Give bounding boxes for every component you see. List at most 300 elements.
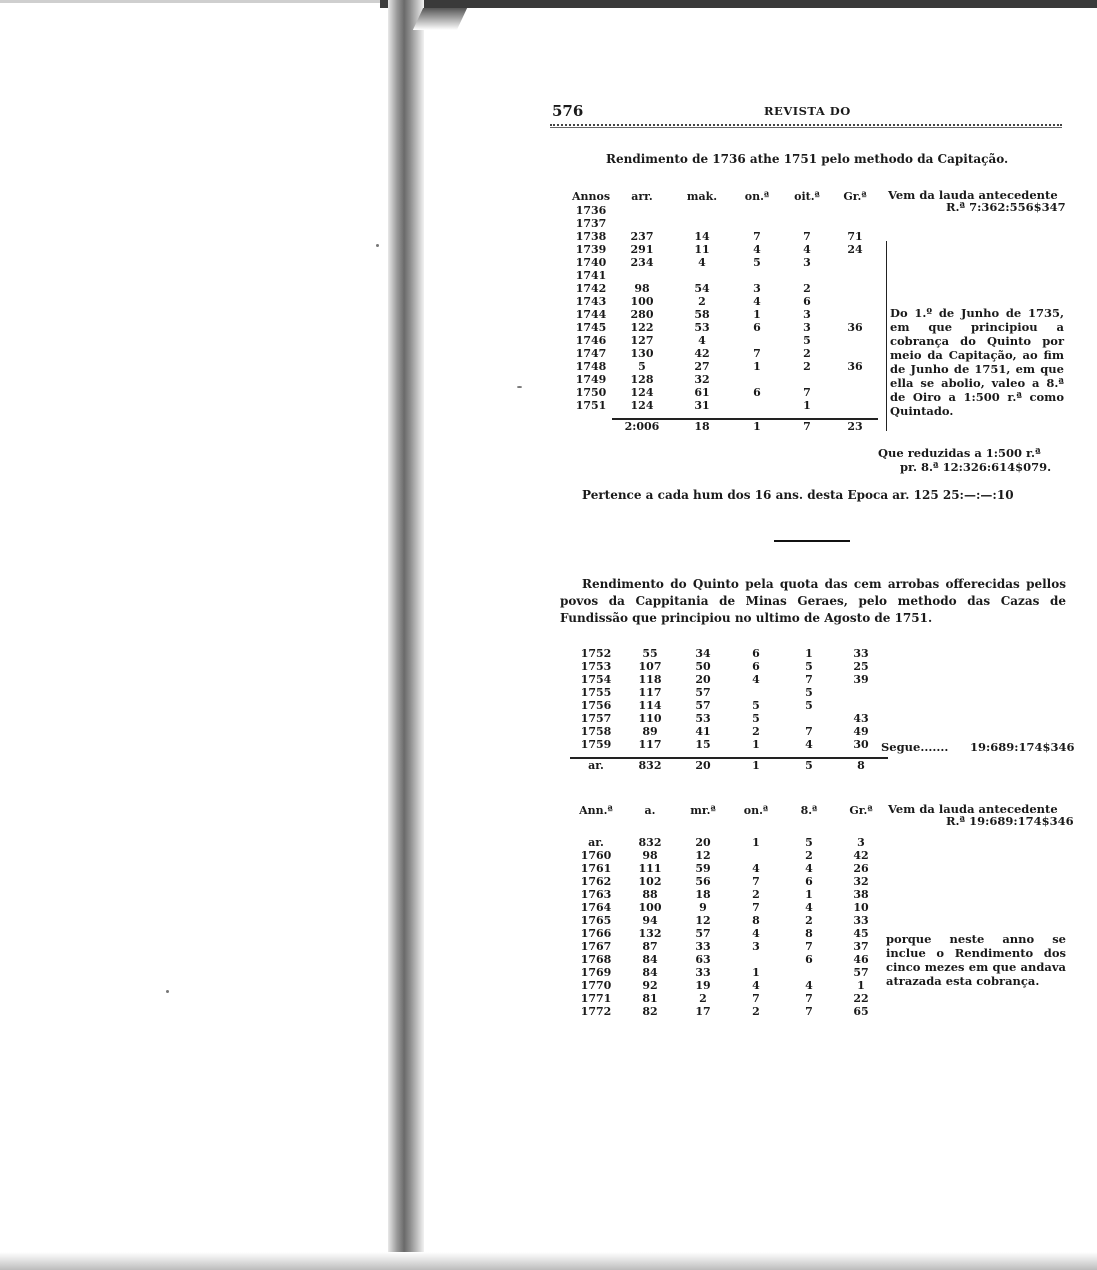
value-cell [612, 269, 672, 282]
value-cell: 118 [638, 673, 662, 686]
value-cell: 18 [695, 888, 711, 901]
value-cell: 9 [699, 901, 707, 914]
value-cell [782, 204, 832, 217]
value-cell: 1 [857, 979, 865, 992]
table-row [570, 660, 888, 673]
value-cell: 4 [753, 243, 761, 256]
value-cell: 2 [752, 725, 760, 738]
value-cell: 127 [630, 334, 654, 347]
value-cell: 50 [695, 660, 711, 673]
value-cell: 117 [638, 738, 662, 751]
value-cell: 2 [803, 282, 811, 295]
value-cell: 2 [805, 914, 813, 927]
book-gutter [388, 0, 424, 1270]
value-cell [732, 217, 782, 230]
value-cell: 81 [642, 992, 658, 1005]
scan-speck [517, 386, 522, 388]
value-cell: 3 [803, 308, 811, 321]
header-rule [550, 124, 1062, 126]
value-cell: 6 [752, 647, 760, 660]
year-cell: 1763 [580, 888, 612, 901]
value-cell: 124 [630, 386, 654, 399]
value-cell: 5 [805, 699, 813, 712]
value-cell: 7 [752, 901, 760, 914]
value-cell: 3 [803, 321, 811, 334]
table-row [570, 712, 888, 725]
column-header: on.ª [743, 803, 769, 817]
section-separator [774, 540, 850, 542]
value-cell: 38 [853, 888, 869, 901]
value-cell [832, 295, 878, 308]
value-cell: 45 [853, 927, 869, 940]
value-cell: 10 [853, 901, 869, 914]
value-cell [612, 204, 672, 217]
value-cell: 57 [695, 927, 711, 940]
year-cell: 1746 [575, 334, 607, 347]
column-header: Ann.ª [579, 803, 613, 817]
value-cell: 39 [853, 673, 869, 686]
year-cell: 1743 [575, 295, 607, 308]
value-cell: 6 [805, 953, 813, 966]
table-row [570, 230, 878, 243]
value-cell: 33 [695, 966, 711, 979]
value-cell: 117 [638, 686, 662, 699]
value-cell: 57 [695, 686, 711, 699]
value-cell: 1 [803, 399, 811, 412]
value-cell: 3 [857, 836, 865, 849]
value-cell [732, 334, 782, 347]
note-brace [886, 241, 887, 431]
table-row [570, 940, 888, 953]
table-row [570, 217, 878, 230]
value-cell: 17 [695, 1005, 711, 1018]
value-cell: 7 [753, 230, 761, 243]
year-cell: 1739 [575, 243, 607, 256]
value-cell: 36 [847, 360, 863, 373]
continuation-note: porque neste anno se inclue o Rendimento dos cinco mezes em que andava atrazada esta cobrança. [886, 932, 1066, 988]
value-cell: 3 [803, 256, 811, 269]
value-cell [732, 269, 782, 282]
value-cell: 122 [630, 321, 654, 334]
year-cell: 1751 [575, 399, 607, 412]
value-cell: 53 [694, 321, 710, 334]
table-row [570, 699, 888, 712]
year-cell: ar. [588, 836, 604, 849]
value-cell [728, 686, 784, 699]
continuation-table [570, 802, 888, 1018]
value-cell: 5 [805, 660, 813, 673]
total-cell: 7 [782, 419, 832, 433]
value-cell: 31 [694, 399, 710, 412]
table-row [570, 243, 878, 256]
value-cell: 102 [638, 875, 662, 888]
value-cell: 4 [698, 334, 706, 347]
value-cell: 63 [695, 953, 711, 966]
value-cell: 54 [694, 282, 710, 295]
carry-value: R.ª 19:689:174$346 [946, 814, 1074, 828]
table-row [570, 914, 888, 927]
total-cell: 20 [678, 758, 728, 772]
value-cell: 124 [630, 399, 654, 412]
column-header: a. [644, 803, 656, 817]
value-cell [732, 204, 782, 217]
value-cell: 98 [642, 849, 658, 862]
value-cell: 107 [638, 660, 662, 673]
year-cell: 1752 [580, 647, 612, 660]
table-row [570, 256, 878, 269]
value-cell: 5 [638, 360, 646, 373]
value-cell: 114 [638, 699, 662, 712]
column-header: mr.ª [690, 803, 716, 817]
year-cell: 1748 [575, 360, 607, 373]
year-cell: 1770 [580, 979, 612, 992]
table-row [570, 927, 888, 940]
value-cell [834, 699, 888, 712]
total-cell: 832 [622, 758, 678, 772]
year-cell: 1772 [580, 1005, 612, 1018]
value-cell: 2 [803, 347, 811, 360]
value-cell: 1 [752, 738, 760, 751]
value-cell [728, 953, 784, 966]
value-cell: 43 [853, 712, 869, 725]
value-cell: 5 [805, 836, 813, 849]
running-head: REVISTA DO [764, 104, 851, 118]
value-cell: 1 [752, 966, 760, 979]
value-cell: 8 [752, 914, 760, 927]
value-cell: 8 [805, 927, 813, 940]
value-cell: 7 [805, 992, 813, 1005]
value-cell [832, 386, 878, 399]
value-cell: 4 [805, 862, 813, 875]
value-cell: 24 [847, 243, 863, 256]
value-cell: 7 [805, 725, 813, 738]
table-row [570, 334, 878, 347]
page-number: 576 [552, 102, 584, 120]
table-row [570, 966, 888, 979]
value-cell [732, 399, 782, 412]
value-cell: 61 [694, 386, 710, 399]
value-cell: 291 [630, 243, 654, 256]
value-cell: 4 [752, 862, 760, 875]
value-cell: 98 [634, 282, 650, 295]
value-cell: 33 [695, 940, 711, 953]
totals-row [570, 419, 878, 433]
value-cell: 6 [803, 295, 811, 308]
column-header: 8.ª [800, 803, 818, 817]
table-row [570, 373, 878, 386]
value-cell: 12 [695, 914, 711, 927]
value-cell: 100 [630, 295, 654, 308]
value-cell: 57 [853, 966, 869, 979]
value-cell [784, 966, 834, 979]
value-cell: 19 [695, 979, 711, 992]
segue-value: 19:689:174$346 [970, 740, 1075, 754]
value-cell: 237 [630, 230, 654, 243]
table-row [570, 992, 888, 1005]
value-cell [728, 849, 784, 862]
table-row [570, 399, 878, 412]
value-cell: 5 [752, 699, 760, 712]
value-cell: 2 [803, 360, 811, 373]
value-cell: 25 [853, 660, 869, 673]
year-cell: 1754 [580, 673, 612, 686]
section2-title: Rendimento do Quinto pela quota das cem arrobas offerecidas pellos povos da Cappitania de Minas Geraes, pelo methodo das Cazas de Fundissão que principiou no ultimo de Agosto de 1751. [560, 577, 1066, 625]
value-cell [782, 217, 832, 230]
value-cell: 42 [853, 849, 869, 862]
column-header: Annos [571, 189, 611, 203]
scan-bottom-edge [0, 1252, 1097, 1270]
value-cell: 234 [630, 256, 654, 269]
year-cell: 1765 [580, 914, 612, 927]
value-cell: 32 [853, 875, 869, 888]
per-year-share: Pertence a cada hum dos 16 ans. desta Epoca ar. 125 25:—:—:10 [582, 488, 1014, 502]
value-cell: 33 [853, 647, 869, 660]
value-cell: 30 [853, 738, 869, 751]
value-cell: 88 [642, 888, 658, 901]
year-cell: 1768 [580, 953, 612, 966]
table-row [570, 862, 888, 875]
value-cell: 132 [638, 927, 662, 940]
year-cell: 1767 [580, 940, 612, 953]
value-cell: 7 [805, 673, 813, 686]
value-cell [832, 347, 878, 360]
value-cell [782, 269, 832, 282]
value-cell: 4 [803, 243, 811, 256]
value-cell: 57 [695, 699, 711, 712]
value-cell: 42 [694, 347, 710, 360]
table-row [570, 282, 878, 295]
column-header: oit.ª [794, 189, 820, 203]
column-header: Gr.ª [849, 803, 873, 817]
table-row [570, 725, 888, 738]
section1-title: Rendimento de 1736 athe 1751 pelo methodo da Capitação. [606, 152, 1009, 166]
value-cell: 33 [853, 914, 869, 927]
value-cell: 22 [853, 992, 869, 1005]
value-cell: 4 [805, 738, 813, 751]
value-cell [784, 712, 834, 725]
year-cell: 1760 [580, 849, 612, 862]
year-cell: 1741 [575, 269, 607, 282]
totals-row [570, 758, 888, 772]
value-cell [832, 373, 878, 386]
value-cell [732, 373, 782, 386]
value-cell: 27 [694, 360, 710, 373]
value-cell: 3 [752, 940, 760, 953]
value-cell: 7 [752, 875, 760, 888]
year-cell: 1766 [580, 927, 612, 940]
table-row [570, 953, 888, 966]
total-cell: 18 [672, 419, 732, 433]
value-cell: 7 [805, 1005, 813, 1018]
year-cell: 1771 [580, 992, 612, 1005]
table-row [570, 1005, 888, 1018]
value-cell: 82 [642, 1005, 658, 1018]
table-row [570, 979, 888, 992]
value-cell [832, 204, 878, 217]
value-cell: 59 [695, 862, 711, 875]
year-cell: 1742 [575, 282, 607, 295]
value-cell: 4 [805, 901, 813, 914]
value-cell: 46 [853, 953, 869, 966]
value-cell: 1 [753, 360, 761, 373]
value-cell [832, 256, 878, 269]
value-cell: 6 [805, 875, 813, 888]
value-cell: 6 [752, 660, 760, 673]
value-cell: 4 [698, 256, 706, 269]
year-cell: 1756 [580, 699, 612, 712]
table-row [570, 269, 878, 282]
table-row [570, 901, 888, 914]
value-cell: 1 [805, 888, 813, 901]
value-cell: 4 [752, 979, 760, 992]
table-row [570, 673, 888, 686]
scan-top-edge [380, 0, 1097, 8]
year-cell: 1758 [580, 725, 612, 738]
table-header-row [570, 188, 878, 204]
value-cell: 7 [803, 230, 811, 243]
value-cell: 14 [694, 230, 710, 243]
segue-label: Segue....... [881, 740, 949, 754]
value-cell: 7 [753, 347, 761, 360]
value-cell: 6 [753, 386, 761, 399]
table-header-row [570, 802, 888, 818]
value-cell: 5 [753, 256, 761, 269]
value-cell: 20 [695, 673, 711, 686]
value-cell: 2 [699, 992, 707, 1005]
year-cell: 1736 [575, 204, 607, 217]
value-cell: 65 [853, 1005, 869, 1018]
scan-speck [166, 990, 169, 993]
total-cell: 1 [732, 419, 782, 433]
value-cell: 1 [753, 308, 761, 321]
value-cell: 4 [752, 673, 760, 686]
column-header: Gr.ª [843, 189, 867, 203]
table-row [570, 888, 888, 901]
value-cell [672, 204, 732, 217]
value-cell: 15 [695, 738, 711, 751]
value-cell: 84 [642, 953, 658, 966]
value-cell [782, 373, 832, 386]
value-cell: 20 [695, 836, 711, 849]
value-cell: 100 [638, 901, 662, 914]
scan-speck [376, 244, 379, 247]
value-cell: 1 [752, 836, 760, 849]
value-cell: 110 [638, 712, 662, 725]
value-cell: 58 [694, 308, 710, 321]
value-cell [832, 308, 878, 321]
year-cell: 1749 [575, 373, 607, 386]
value-cell: 5 [805, 686, 813, 699]
total-cell: 23 [832, 419, 878, 433]
page-corner-shadow [413, 8, 467, 30]
value-cell [834, 686, 888, 699]
value-cell: 111 [638, 862, 662, 875]
column-header: on.ª [744, 189, 770, 203]
year-cell: 1745 [575, 321, 607, 334]
value-cell: 36 [847, 321, 863, 334]
total-cell: 5 [784, 758, 834, 772]
table-row [570, 386, 878, 399]
value-cell [832, 399, 878, 412]
table-row [570, 347, 878, 360]
value-cell: 3 [753, 282, 761, 295]
value-cell: 4 [805, 979, 813, 992]
year-cell: 1755 [580, 686, 612, 699]
table-row [570, 875, 888, 888]
table-row [570, 647, 888, 660]
value-cell: 2 [752, 888, 760, 901]
value-cell: 2 [805, 849, 813, 862]
total-cell: ar. [570, 758, 622, 772]
value-cell: 89 [642, 725, 658, 738]
value-cell: 32 [694, 373, 710, 386]
table-row [570, 836, 888, 849]
year-cell: 1747 [575, 347, 607, 360]
table-row [570, 360, 878, 373]
value-cell: 56 [695, 875, 711, 888]
year-cell: 1759 [580, 738, 612, 751]
value-cell: 832 [638, 836, 662, 849]
total-cell: 2:006 [612, 419, 672, 433]
reduced-line-1: Que reduzidas a 1:500 r.ª [878, 446, 1041, 460]
value-cell: 4 [752, 927, 760, 940]
value-cell: 12 [695, 849, 711, 862]
year-cell: 1750 [575, 386, 607, 399]
value-cell: 34 [695, 647, 711, 660]
value-cell: 37 [853, 940, 869, 953]
year-cell: 1757 [580, 712, 612, 725]
value-cell: 49 [853, 725, 869, 738]
year-cell: 1740 [575, 256, 607, 269]
value-cell: 128 [630, 373, 654, 386]
value-cell [612, 217, 672, 230]
value-cell [672, 269, 732, 282]
value-cell: 53 [695, 712, 711, 725]
value-cell: 87 [642, 940, 658, 953]
value-cell: 92 [642, 979, 658, 992]
capitacao-note: Do 1.º de Junho de 1735, em que principiou a cobrança do Quinto por meio da Capitação, ao fim de Junho de 1751, em que ella se abolio, valeo a 8.ª de Oiro a 1:500 r.ª como Quintado. [890, 306, 1064, 418]
carry-value: R.ª 7:362:556$347 [946, 200, 1066, 214]
carry-label: Vem da lauda antecedente [888, 802, 1058, 816]
value-cell: 6 [753, 321, 761, 334]
value-cell: 2 [698, 295, 706, 308]
total-cell: 8 [834, 758, 888, 772]
column-header: mak. [686, 189, 718, 203]
header-rule-solid [550, 127, 1062, 128]
total-cell: 1 [728, 758, 784, 772]
scan-edge [0, 0, 380, 3]
fundicao-table [570, 647, 888, 772]
year-cell: 1769 [580, 966, 612, 979]
value-cell: 41 [695, 725, 711, 738]
document-page [548, 96, 1075, 1056]
value-cell: 26 [853, 862, 869, 875]
value-cell: 130 [630, 347, 654, 360]
value-cell: 84 [642, 966, 658, 979]
year-cell: 1737 [575, 217, 607, 230]
year-cell: 1761 [580, 862, 612, 875]
value-cell [832, 282, 878, 295]
value-cell [832, 269, 878, 282]
table-row [570, 686, 888, 699]
year-cell: 1764 [580, 901, 612, 914]
year-cell: 1738 [575, 230, 607, 243]
value-cell: 4 [753, 295, 761, 308]
value-cell: 94 [642, 914, 658, 927]
value-cell: 5 [752, 712, 760, 725]
table-row [570, 204, 878, 217]
value-cell [832, 334, 878, 347]
